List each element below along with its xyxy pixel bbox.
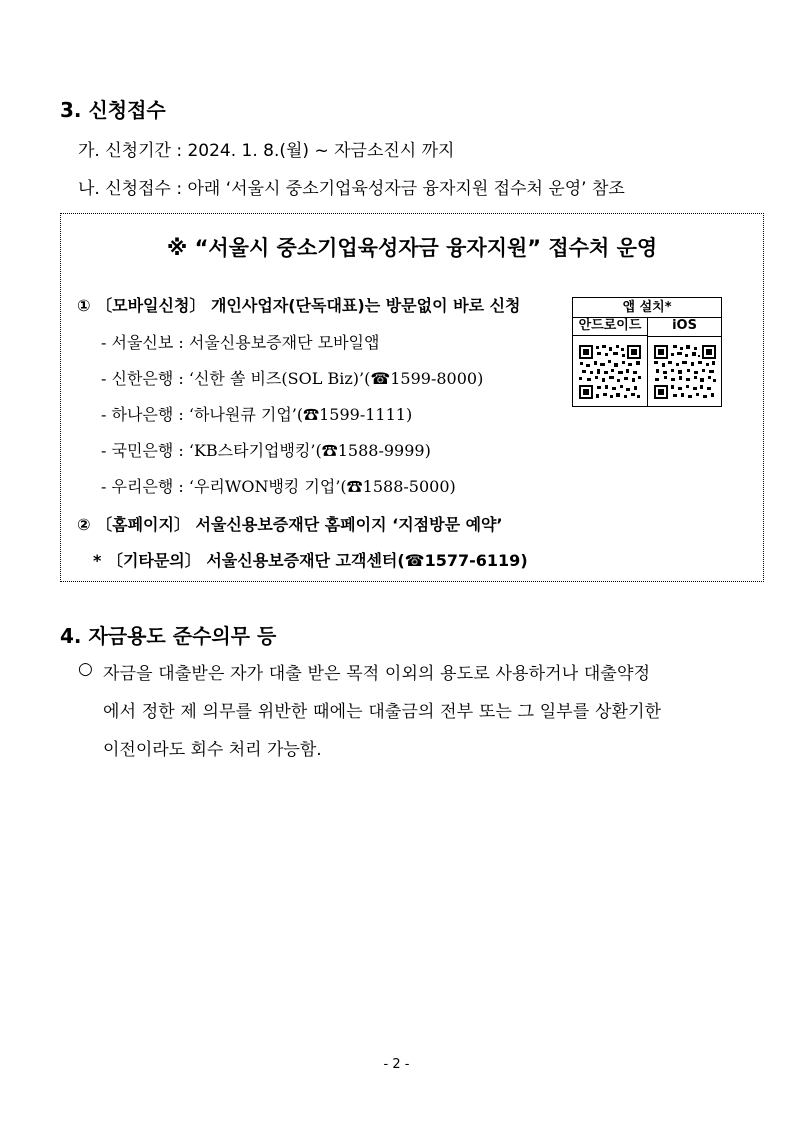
ios-column-label: iOS (648, 317, 721, 337)
page-number: - 2 - (383, 1057, 410, 1072)
other-inquiry-note: * 〔기타문의〕 서울신용보증재단 고객센터(☎1577-6119) (93, 551, 528, 570)
box-title: ※ “서울시 중소기업육성자금 융자지원” 접수처 운영 (166, 236, 658, 260)
homepage-item: ② 〔홈페이지〕 서울신용보증재단 홈페이지 ‘지점방문 예약’ (77, 515, 503, 534)
mobile-application-item: ① 〔모바일신청〕 개인사업자(단독대표)는 방문없이 바로 신청 (77, 296, 521, 315)
android-column-label: 안드로이드 (573, 317, 648, 336)
bank-line-seoul: - 서울신보 : 서울신용보증재단 모바일앱 (101, 333, 380, 352)
bank-line-hana: - 하나은행 : ‘하나원큐 기업’(☎1599-1111) (101, 405, 413, 424)
bank-line-kb: - 국민은행 : ‘KB스타기업뱅킹’(☎1588-9999) (101, 441, 431, 460)
app-install-box (572, 297, 722, 407)
paragraph-line-1: 자금을 대출받은 자가 대출 받은 목적 이외의 용도로 사용하거나 대출약정 (103, 664, 651, 684)
application-reception: 나. 신청접수 : 아래 ‘서울시 중소기업육성자금 융자지원 접수처 운영’ 참조 (78, 179, 625, 199)
section3-heading: 3. 신청접수 (60, 98, 166, 122)
paragraph-line-3: 이전이라도 회수 처리 가능함. (103, 740, 322, 760)
app-install-header: 앱 설치* (573, 298, 721, 318)
bank-line-woori: - 우리은행 : ‘우리WON뱅킹 기업’(☎1588-5000) (101, 477, 456, 496)
ios-qr-code[interactable] (653, 344, 717, 400)
paragraph-line-2: 에서 정한 제 의무를 위반한 때에는 대출금의 전부 또는 그 일부를 상환기한 (103, 702, 662, 722)
bank-line-shinhan: - 신한은행 : ‘신한 쏠 비즈(SOL Biz)’(☎1599-8000) (101, 369, 484, 388)
reception-info-box (60, 213, 764, 582)
android-qr-code[interactable] (578, 344, 642, 400)
bullet-circle: ○ (78, 659, 93, 679)
application-period: 가. 신청기간 : 2024. 1. 8.(월) ~ 자금소진시 까지 (78, 141, 455, 161)
section4-heading: 4. 자금용도 준수의무 등 (60, 624, 277, 648)
